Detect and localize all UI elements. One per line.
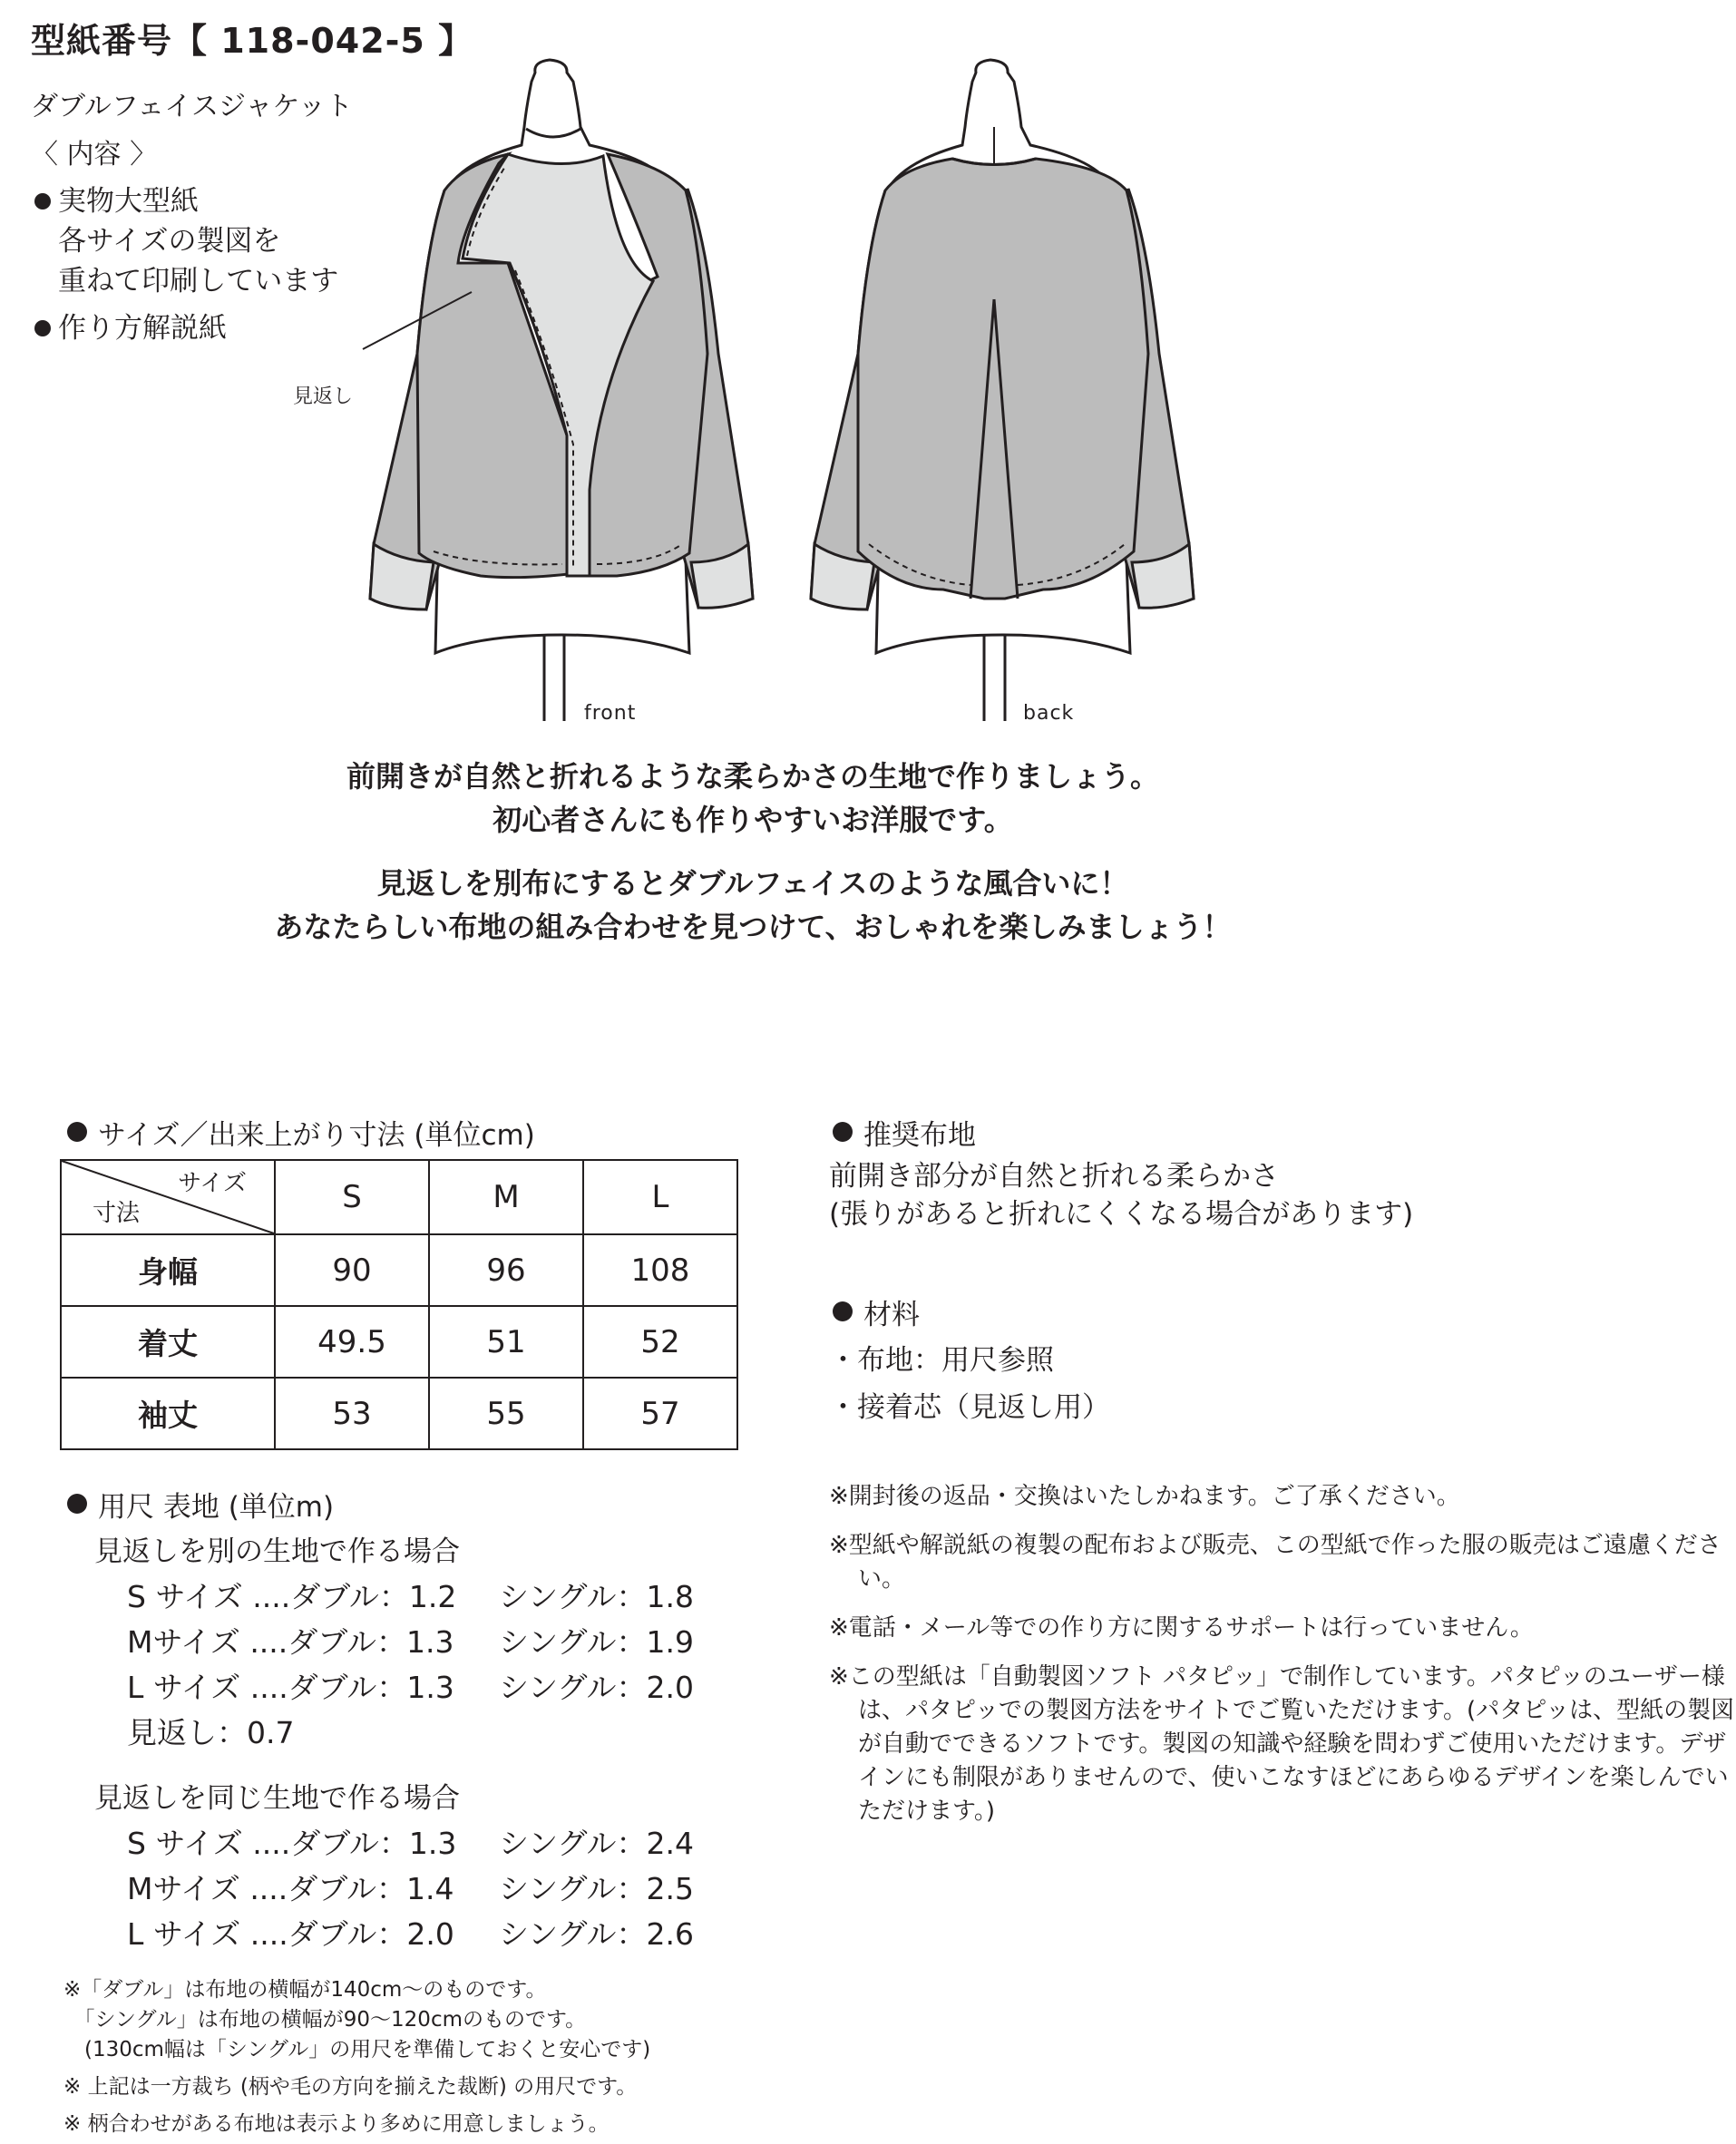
table-header-row	[61, 1160, 737, 1234]
table-cell: 49.5	[275, 1306, 429, 1378]
table-cell: 90	[275, 1234, 429, 1306]
table-row	[61, 1234, 737, 1306]
section-heading-text: サイズ／出来上がり寸法 (単位cm)	[98, 1119, 535, 1152]
table-cell: 52	[583, 1306, 737, 1378]
column-header: S	[275, 1160, 429, 1234]
note-line: ※ 上記は一方裁ち (柄や毛の方向を揃えた裁断) の用尺です。	[63, 2075, 638, 2099]
disclaimer-item: ※この型紙は「自動製図ソフト パタピッ」で制作しています。パタピッのユーザー様は、パタピッでの製図方法をサイトでご覧いただけます。(パタピッは、型紙の製図が自動でできるソフトです。製図の知識や経験を問わずご使用いただけます。デザインにも制限がありませんので、使いこなすほどにあらゆるデザインを楽しんでいただけます。)	[829, 1663, 1735, 1825]
jacket-back-illustration	[798, 54, 1197, 726]
note-line: (130cm幅は「シングル」の用尺を準備しておくと安心です)	[63, 2038, 651, 2061]
case-title: 見返しを同じ生地で作る場合	[94, 1782, 460, 1815]
bullet-icon	[34, 320, 51, 336]
disclaimer-item: ※型紙や解説紙の複製の配布および販売、この型紙で作った服の販売はご遠慮ください。	[829, 1532, 1721, 1593]
note-line: ※ 柄合わせがある布地は表示より多めに用意しましょう。	[63, 2112, 610, 2136]
contents-line: 作り方解説紙	[58, 312, 227, 345]
back-caption: back	[1023, 702, 1075, 725]
bullet-icon	[833, 1301, 853, 1321]
yardage-row: Mサイズ ....ダブル：1.3 シングル：1.9	[127, 1624, 695, 1660]
contents-list	[31, 181, 338, 348]
table-cell: 96	[429, 1234, 583, 1306]
recommended-fabric-text	[829, 1157, 1413, 1233]
front-caption: front	[584, 702, 637, 725]
table-cell: 53	[275, 1378, 429, 1449]
contents-line: 実物大型紙	[58, 185, 199, 218]
section-heading-text: 推奨布地	[863, 1119, 976, 1152]
table-row	[61, 1378, 737, 1449]
yardage-row: Mサイズ ....ダブル：1.4 シングル：2.5	[127, 1871, 695, 1906]
section-heading-text: 材料	[863, 1299, 920, 1331]
contents-item	[31, 181, 338, 301]
materials-heading	[829, 1291, 920, 1332]
yardage-row: L サイズ ....ダブル：2.0 シングル：2.6	[127, 1916, 695, 1952]
section-heading-text: 用尺 表地 (単位m)	[98, 1491, 335, 1524]
contents-line: 重ねて印刷しています	[58, 265, 339, 297]
contents-label: 〈 内容 〉	[31, 139, 158, 171]
materials-list	[829, 1337, 1110, 1431]
note-line: 「シングル」は布地の横幅が90～120cmのものです。	[63, 2008, 587, 2032]
bullet-icon	[833, 1122, 853, 1142]
bullet-icon	[67, 1494, 87, 1514]
contents-line: 各サイズの製図を	[58, 225, 281, 258]
back-body	[858, 159, 1148, 599]
bullet-icon	[67, 1122, 87, 1142]
intro-line: 初心者さんにも作りやすいお洋服です。	[493, 803, 1013, 837]
intro-line: あなたらしい布地の組み合わせを見つけて、おしゃれを楽しみましょう！	[274, 910, 1232, 944]
table-cell: 55	[429, 1378, 583, 1449]
corner-top-label: サイズ	[178, 1170, 247, 1197]
fabric-case-separate	[94, 1529, 694, 1756]
row-label: 袖丈	[61, 1378, 275, 1449]
table-cell: 51	[429, 1306, 583, 1378]
jacket-front-illustration	[363, 54, 762, 726]
bullet-icon	[34, 193, 51, 210]
list-item: ・布地：用尺参照	[829, 1344, 1054, 1377]
column-header: L	[583, 1160, 737, 1234]
column-header: M	[429, 1160, 583, 1234]
fabric-section-heading	[63, 1484, 334, 1525]
row-label: 着丈	[61, 1306, 275, 1378]
facing-callout-label: 見返し	[293, 385, 354, 408]
intro-line: 前開きが自然と折れるような柔らかさの生地で作りましょう。	[346, 759, 1159, 794]
size-section-heading	[63, 1112, 535, 1153]
note-line: ※「ダブル」は布地の横幅が140cm～のものです。	[63, 1978, 547, 2002]
disclaimers	[829, 1480, 1736, 1844]
table-cell: 57	[583, 1378, 737, 1449]
intro-line: 見返しを別布にするとダブルフェイスのような風合いに！	[376, 866, 1129, 901]
contents-item	[31, 308, 338, 348]
yardage-row: L サイズ ....ダブル：1.3 シングル：2.0	[127, 1670, 695, 1705]
table-corner-cell	[61, 1160, 275, 1234]
intro-paragraph-1	[0, 755, 1506, 842]
table-cell: 108	[583, 1234, 737, 1306]
fabric-case-same	[94, 1776, 694, 1957]
fabric-notes	[63, 1975, 650, 2139]
product-name: ダブルフェイスジャケット	[31, 91, 353, 122]
row-label: 身幅	[61, 1234, 275, 1306]
list-item: ・接着芯（見返し用）	[829, 1391, 1110, 1424]
case-title: 見返しを別の生地で作る場合	[94, 1535, 460, 1568]
disclaimer-item: ※開封後の返品・交換はいたしかねます。ご了承ください。	[829, 1483, 1460, 1510]
size-table	[60, 1159, 738, 1450]
yardage-row: S サイズ ....ダブル：1.3 シングル：2.4	[127, 1826, 695, 1861]
intro-paragraph-2	[0, 862, 1506, 949]
recommended-fabric-heading	[829, 1112, 976, 1153]
table-row	[61, 1306, 737, 1378]
text-line: 前開き部分が自然と折れる柔らかさ	[829, 1160, 1279, 1193]
yardage-row: S サイズ ....ダブル：1.2 シングル：1.8	[127, 1579, 695, 1614]
corner-bottom-label: 寸法	[93, 1200, 141, 1227]
text-line: (張りがあると折れにくくなる場合があります)	[829, 1198, 1414, 1231]
facing-yardage: 見返し：0.7	[127, 1715, 295, 1750]
disclaimer-item: ※電話・メール等での作り方に関するサポートは行っていません。	[829, 1614, 1534, 1642]
pattern-number-title: 型紙番号【 118-042-5 】	[31, 21, 474, 61]
